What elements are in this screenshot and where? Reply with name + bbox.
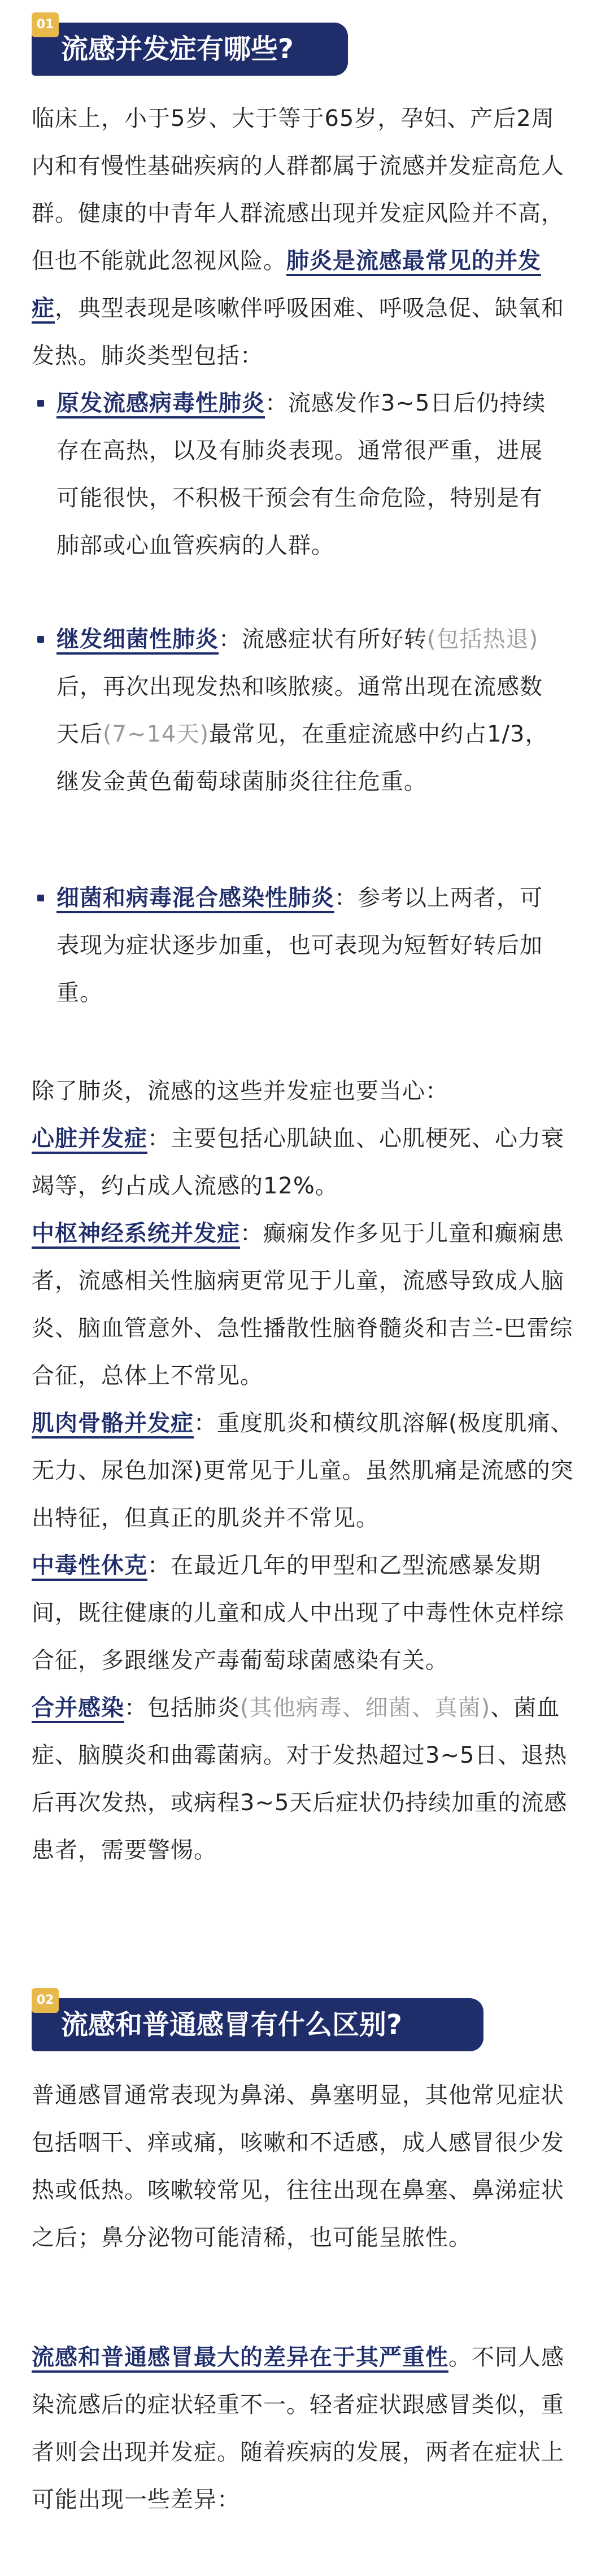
bullet-square-icon [37,895,44,901]
intro-text: 临床上，小于5岁、大于等于65岁，孕妇、产后2周内和有慢性基础疾病的人群都属于流感并发症高危人群。健康的中青年人群流感出现并发症风险并不高，但也不能就此忽视风险。 [32,106,564,274]
bullet-text: ：流感发作3~5日后仍持续存在高热，以及有肺炎表现。通常很严重，进展可能很快，不积极干预会有生命危险，特别是有肺部或心血管疾病的人群。 [56,390,546,559]
item-term: 心脏并发症 [32,1126,147,1154]
intro-paragraph [32,95,574,380]
item-term: 肌肉骨骼并发症 [32,1410,194,1439]
bullet-gray-note: (7~14天) [103,721,210,747]
item-term: 中枢神经系统并发症 [32,1221,240,1249]
section-title-1: 流感并发症有哪些? [32,23,348,76]
difference-highlight: 流感和普通感冒最大的差异在于其严重性 [32,2344,448,2373]
bullet-gray-note: (包括热退) [427,626,539,652]
cold-intro: 普通感冒通常表现为鼻涕、鼻塞明显，其他常见症状包括咽干、痒或痛，咳嗽和不适感，成人感冒很少发热或低热。咳嗽较常见，往往出现在鼻塞、鼻涕症状之后；鼻分泌物可能清稀，也可能呈脓性。 [32,2082,564,2251]
merge-text: 、菌血症、脑膜炎和曲霉菌病。对于发热超过3~5日、退热后再次发热，或病程3~5天后症状仍持续加重的流感患者，需要警惕。 [32,1695,568,1863]
pneumonia-text: ，典型表现是咳嗽伴呼吸困难、呼吸急促、缺氧和发热。肺炎类型包括： [32,295,564,369]
item-term: 中毒性休克 [32,1553,147,1581]
bullet-square-icon [37,636,44,643]
bullet-item [56,616,565,805]
other-intro: 除了肺炎，流感的这些并发症也要当心： [32,1078,448,1104]
bullet-term: 继发细菌性肺炎 [56,626,219,655]
difference-text: 。不同人感染流感后的症状轻重不一。轻者症状跟感冒类似，重者则会出现并发症。随着疾病的发展，两者在症状上可能出现一些差异： [32,2344,564,2513]
merge-term: 合并感染 [32,1695,124,1723]
bullet-text: 后，再次出现发热和咳脓痰。通常出现在流感数天后 [56,674,543,747]
complications-paragraph [32,1067,574,1874]
bullet-item [56,874,565,1017]
cold-paragraph [32,2072,574,2261]
section-badge-2: 02 [32,1988,59,2013]
difference-paragraph [32,2334,574,2523]
item-text: ：癫痫发作多见于儿童和癫痫患者，流感相关性脑病更常见于儿童，流感导致成人脑炎、脑血管意外、急性播散性脑脊髓炎和吉兰-巴雷综合征，总体上不常见。 [32,1221,573,1389]
bullet-text: ：流感症状有所好转 [219,626,427,652]
bullet-square-icon [37,400,44,407]
bullet-item [56,380,565,569]
bullet-term: 细菌和病毒混合感染性肺炎 [56,885,334,913]
item-text: ：主要包括心肌缺血、心肌梗死、心力衰竭等，约占成人流感的12%。 [32,1126,564,1199]
item-text: ：重度肌炎和横纹肌溶解(极度肌痛、无力、尿色加深)更常见于儿童。虽然肌痛是流感的突出特征，但真正的肌炎并不常见。 [32,1410,574,1531]
bullet-text: 最常见，在重症流感中约占1/3，继发金黄色葡萄球菌肺炎往往危重。 [56,721,548,795]
bullet-text: ：参考以上两者，可表现为症状逐步加重，也可表现为短暂好转后加重。 [56,885,543,1006]
section-title-2: 流感和普通感冒有什么区别? [32,1998,483,2051]
bullet-term: 原发流感病毒性肺炎 [56,390,265,419]
section-badge-1: 01 [32,12,59,37]
pneumonia-highlight: 肺炎是流感最常见的并发症 [32,248,541,324]
merge-text: ：包括肺炎 [124,1695,240,1721]
merge-gray-note: (其他病毒、细菌、真菌) [240,1695,491,1721]
item-text: ：在最近几年的甲型和乙型流感暴发期间，既往健康的儿童和成人中出现了中毒性休克样综合征，多跟继发产毒葡萄球菌感染有关。 [32,1553,564,1673]
